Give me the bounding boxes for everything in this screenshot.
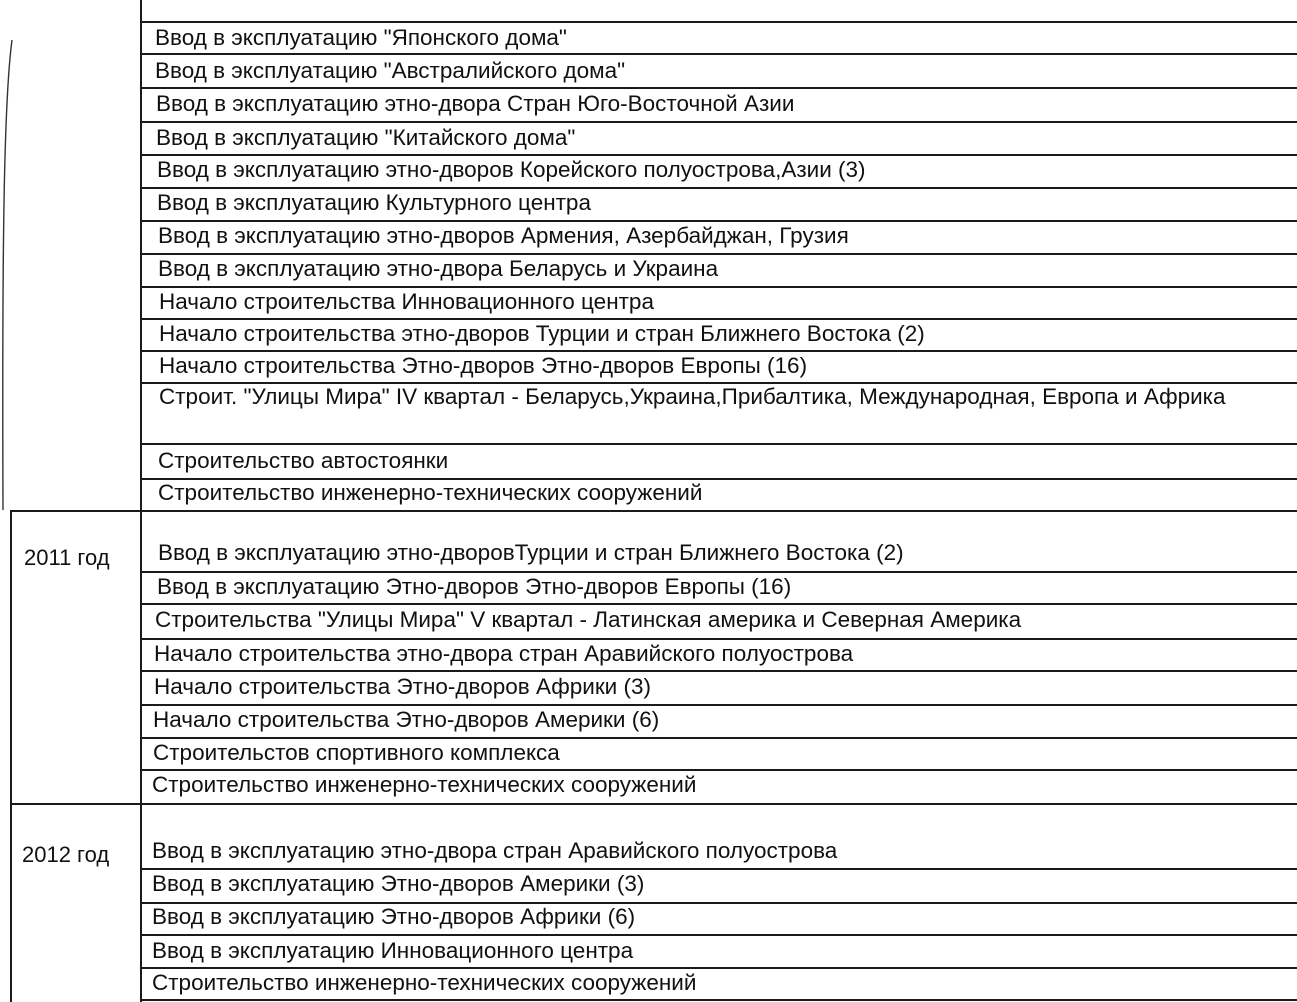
table-row: Ввод в эксплуатацию этно-двора Беларусь и Украина bbox=[158, 256, 719, 281]
table-row: Начало строительства Этно-дворов Африки (3) bbox=[154, 674, 651, 699]
table-row: Ввод в эксплуатацию "Китайского дома" bbox=[156, 125, 576, 150]
table-row: Ввод в эксплуатацию Культурного центра bbox=[157, 190, 591, 215]
table-row: Ввод в эксплуатацию Инновационного центра bbox=[152, 938, 634, 963]
page-edge-curve bbox=[0, 40, 14, 510]
table-row: Ввод в эксплуатацию "Японского дома" bbox=[155, 25, 567, 50]
table-row: Ввод в эксплуатацию этно-дворовТурции и стран Ближнего Востока (2) bbox=[158, 540, 904, 565]
table-row: Ввод в эксплуатацию этно-двора стран Аравийского полуострова bbox=[152, 838, 838, 863]
year-label-2012: 2012 год bbox=[22, 842, 110, 867]
table-row: Строительство инженерно-технических сооружений bbox=[152, 772, 697, 797]
divider-year-column bbox=[140, 0, 142, 1002]
table-row: Строит. "Улицы Мира" IV квартал - Беларусь,Украина,Прибалтика, Международная, Европа и Африка bbox=[159, 384, 1226, 409]
table-row: Строительства "Улицы Мира" V квартал - Латинская америка и Северная Америка bbox=[155, 607, 1022, 632]
section-line-2011 bbox=[10, 510, 1297, 512]
table-row: Ввод в эксплуатацию этно-дворов Армения, Азербайджан, Грузия bbox=[158, 223, 849, 248]
year-label-2011: 2011 год bbox=[24, 545, 110, 570]
row-line bbox=[140, 999, 1297, 1001]
table-row: Ввод в эксплуатацию Этно-дворов Этно-дворов Европы (16) bbox=[157, 574, 792, 599]
table-row: Начало строительства Этно-дворов Этно-дворов Европы (16) bbox=[159, 353, 808, 378]
table-row: Строительство инженерно-технических сооружений bbox=[152, 970, 697, 995]
table-row: Ввод в эксплуатацию этно-дворов Корейского полуострова,Азии (3) bbox=[157, 157, 866, 182]
table-row: Начало строительства этно-дворов Турции и стран Ближнего Востока (2) bbox=[159, 321, 925, 346]
section-line-2012 bbox=[10, 803, 1297, 805]
divider-left-lower bbox=[10, 510, 12, 1002]
table-row: Ввод в эксплуатацию "Австралийского дома" bbox=[155, 58, 626, 83]
table-row: Ввод в эксплуатацию Этно-дворов Америки (3) bbox=[152, 871, 645, 896]
table-row: Строительстов спортивного комплекса bbox=[153, 740, 560, 765]
table-row: Ввод в эксплуатацию Этно-дворов Африки (6) bbox=[152, 904, 636, 929]
table-row: Начало строительства этно-двора стран Аравийского полуострова bbox=[154, 641, 854, 666]
table-row: Начало строительства Этно-дворов Америки (6) bbox=[153, 707, 660, 732]
table-row: Строительство инженерно-технических сооружений bbox=[158, 480, 703, 505]
table-row: Строительство автостоянки bbox=[158, 448, 449, 473]
table-row: Начало строительства Инновационного центра bbox=[159, 289, 654, 314]
table-row: Ввод в эксплуатацию этно-двора Стран Юго-Восточной Азии bbox=[156, 91, 795, 116]
